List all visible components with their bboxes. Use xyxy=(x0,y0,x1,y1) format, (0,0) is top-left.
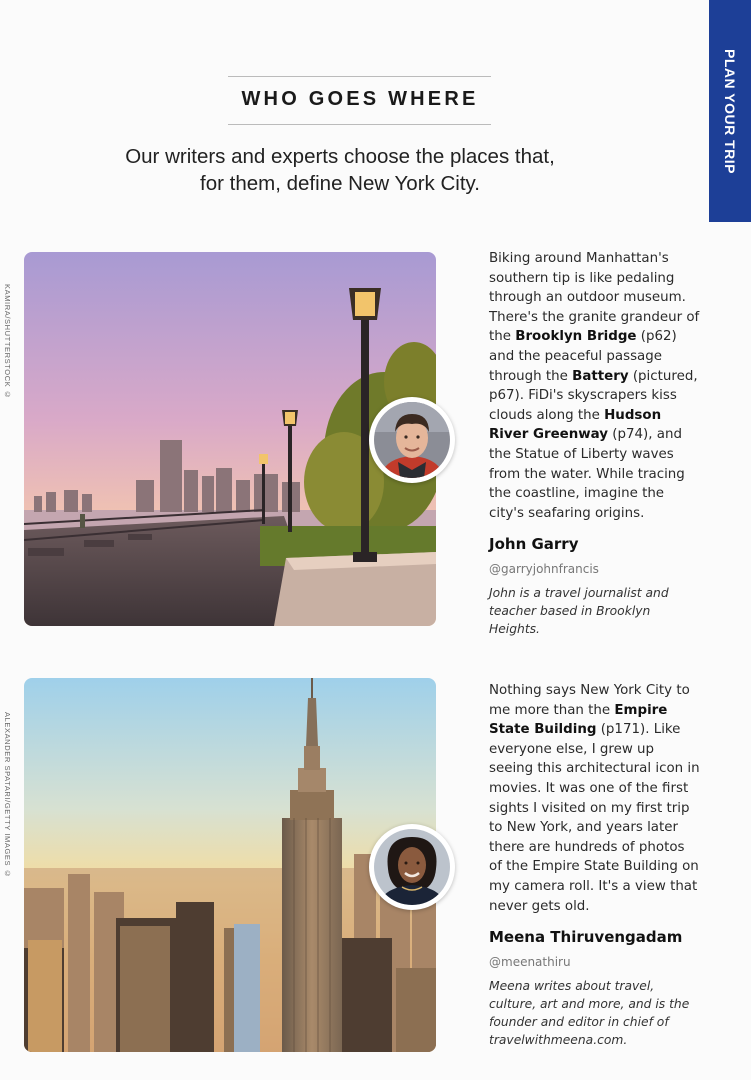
story-1-part-4: (p74), and the Statue of Liberty waves from the water. While tracing the coastline, imagine the city's seafaring origins. xyxy=(489,427,685,521)
author-name-2: Meena Thiruvengadam xyxy=(489,928,683,946)
heading-top-rule xyxy=(228,76,491,77)
side-tab-label: PLAN YOUR TRIP xyxy=(722,48,738,174)
story-1-part-2: (p62) and the peaceful passage through the xyxy=(489,329,677,384)
author-avatar-2 xyxy=(369,824,455,910)
intro-line-2: for them, define New York City. xyxy=(200,172,480,195)
story-text-1 xyxy=(489,249,701,523)
story-2-part-1: Nothing says New York City to me more than the xyxy=(489,683,690,718)
story-1-place-brooklyn-bridge: Brooklyn Bridge xyxy=(515,329,637,345)
story-text-2 xyxy=(489,681,701,916)
author-handle-2: @meenathiru xyxy=(489,955,571,969)
story-1-part-1: Biking around Manhattan's southern tip is like pedaling through an outdoor museum. There's the granite grandeur of the xyxy=(489,251,700,345)
author-bio-1: John is a travel journalist and teacher based in Brooklyn Heights. xyxy=(489,586,669,636)
story-2-place-empire-state-building: Empire State Building xyxy=(489,702,668,738)
author-avatar-1 xyxy=(369,397,455,483)
story-1-part-3: (pictured, p67). FiDi's skyscrapers kiss clouds along the xyxy=(489,368,698,423)
story-1-place-hudson-river-greenway: Hudson River Greenway xyxy=(489,407,662,443)
section-title: WHO GOES WHERE xyxy=(241,88,479,110)
author-bio-2: Meena writes about travel, culture, art and more, and is the founder and editor in chief of travelwithmeena.com. xyxy=(489,979,690,1047)
photo-credit-1: KAMIRA/SHUTTERSTOCK © xyxy=(3,284,12,400)
heading-bottom-rule xyxy=(228,124,491,125)
john-garry-portrait xyxy=(374,402,450,478)
photo-credit-2: ALEXANDER SPATARI/GETTY IMAGES © xyxy=(3,712,12,879)
author-handle-1: @garryjohnfrancis xyxy=(489,562,599,576)
story-2-part-2: (p171). Like everyone else, I grew up seeing this architectural icon in movies. It was one of the first sights I visited on my first trip to New York, and years later there are hundreds of photos of the Empire State Building on my camera roll. It's a view that never gets old. xyxy=(489,722,700,914)
intro-text xyxy=(90,143,590,197)
author-name-1: John Garry xyxy=(489,535,579,553)
intro-line-1: Our writers and experts choose the places that, xyxy=(125,145,555,168)
story-1-place-battery: Battery xyxy=(572,368,629,384)
meena-thiruvengadam-portrait xyxy=(374,829,450,905)
